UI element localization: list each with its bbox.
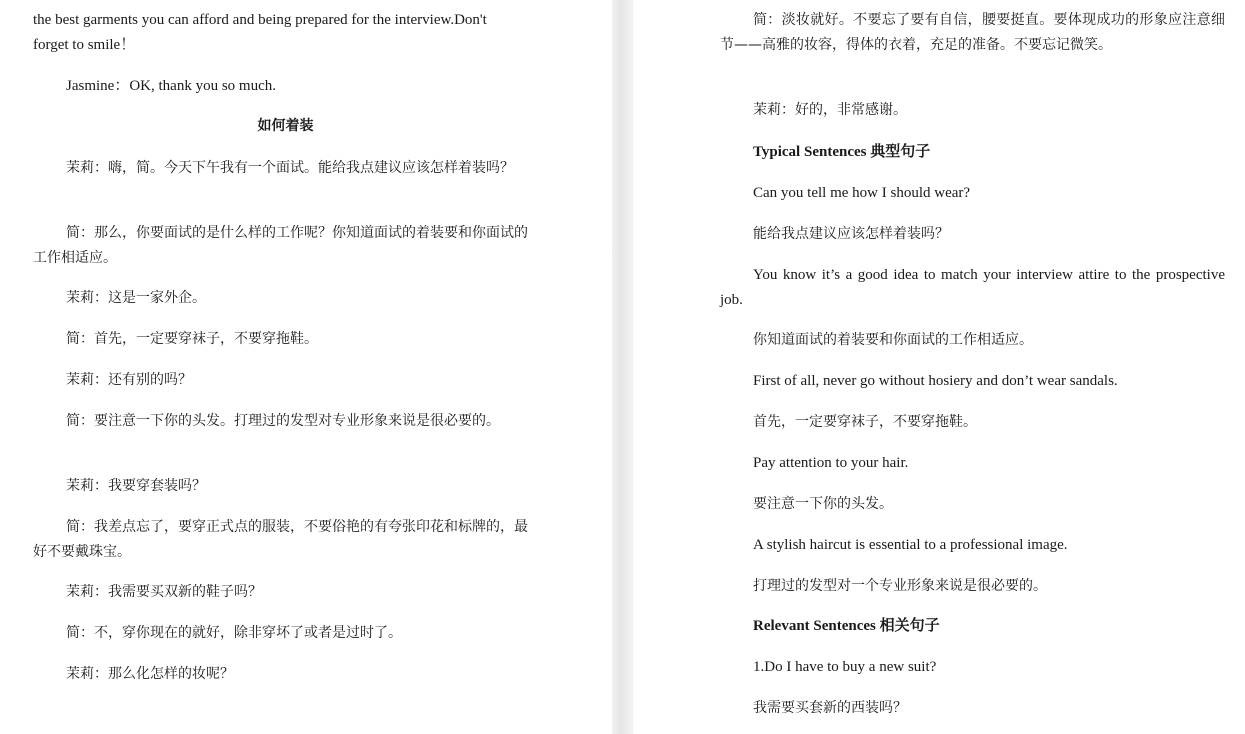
relevant-sentences-heading: Relevant Sentences 相关句子 [753, 618, 940, 634]
relevant-sentence: 我需要买套新的西装吗？ [753, 700, 907, 716]
typical-sentence: Can you tell me how I should wear? [753, 185, 971, 201]
intro-text-line-2: forget to smile！ [33, 37, 136, 53]
typical-sentences-heading: Typical Sentences 典型句子 [753, 144, 931, 160]
dialogue-line: 简：那么，你要面试的是什么样的工作呢？你知道面试的着装要和你面试的工作相适应。 [33, 225, 528, 266]
dialogue-line: 茉莉：我要穿套装吗？ [66, 478, 206, 494]
typical-sentence: 打理过的发型对一个专业形象来说是很必要的。 [753, 578, 1047, 594]
dialogue-line: 简：淡妆就好。不要忘了要有自信，腰要挺直。要体现成功的形象应注意细节——高雅的妆容，得体的衣着，充足的准备。不要忘记微笑。 [720, 12, 1225, 53]
typical-sentence: 要注意一下你的头发。 [753, 496, 893, 512]
page-gutter [612, 0, 633, 734]
dialogue-line: 茉莉：还有别的吗？ [66, 372, 192, 388]
relevant-sentence: 1.Do I have to buy a new suit? [753, 659, 937, 675]
right-page [633, 0, 1245, 734]
typical-sentence: 能给我点建议应该怎样着装吗？ [753, 226, 949, 242]
dialogue-line: 茉莉：这是一家外企。 [66, 290, 206, 306]
dialogue-line: 简：不，穿你现在的就好，除非穿坏了或者是过时了。 [66, 625, 402, 641]
typical-sentence: Pay attention to your hair. [753, 455, 909, 471]
typical-sentence: 你知道面试的着装要和你面试的工作相适应。 [753, 332, 1033, 348]
dialogue-line: 简：我差点忘了，要穿正式点的服装，不要俗艳的有夸张印花和标牌的，最好不要戴珠宝。 [33, 519, 528, 560]
section-title: 如何着装 [257, 118, 314, 134]
typical-sentence: A stylish haircut is essential to a professional image. [753, 537, 1068, 553]
dialogue-line: 茉莉：我需要买双新的鞋子吗？ [66, 584, 262, 600]
typical-sentence: 首先，一定要穿袜子，不要穿拖鞋。 [753, 414, 977, 430]
typical-sentence: First of all, never go without hosiery and don’t wear sandals. [753, 373, 1118, 389]
dialogue-line: 简：首先，一定要穿袜子，不要穿拖鞋。 [66, 331, 318, 347]
jasmine-reply: Jasmine：OK, thank you so much. [66, 78, 276, 94]
left-page [0, 0, 612, 734]
dialogue-line: 茉莉：嗨，简。今天下午我有一个面试。能给我点建议应该怎样着装吗？ [66, 160, 514, 176]
dialogue-line: 简：要注意一下你的头发。打理过的发型对专业形象来说是很必要的。 [66, 413, 500, 429]
typical-sentence: You know it’s a good idea to match your interview attire to the prospective job. [720, 267, 1225, 308]
dialogue-line: 茉莉：好的，非常感谢。 [753, 102, 907, 118]
intro-text-line-1: the best garments you can afford and being prepared for the interview.Don't [33, 12, 487, 28]
dialogue-line: 茉莉：那么化怎样的妆呢？ [66, 666, 234, 682]
